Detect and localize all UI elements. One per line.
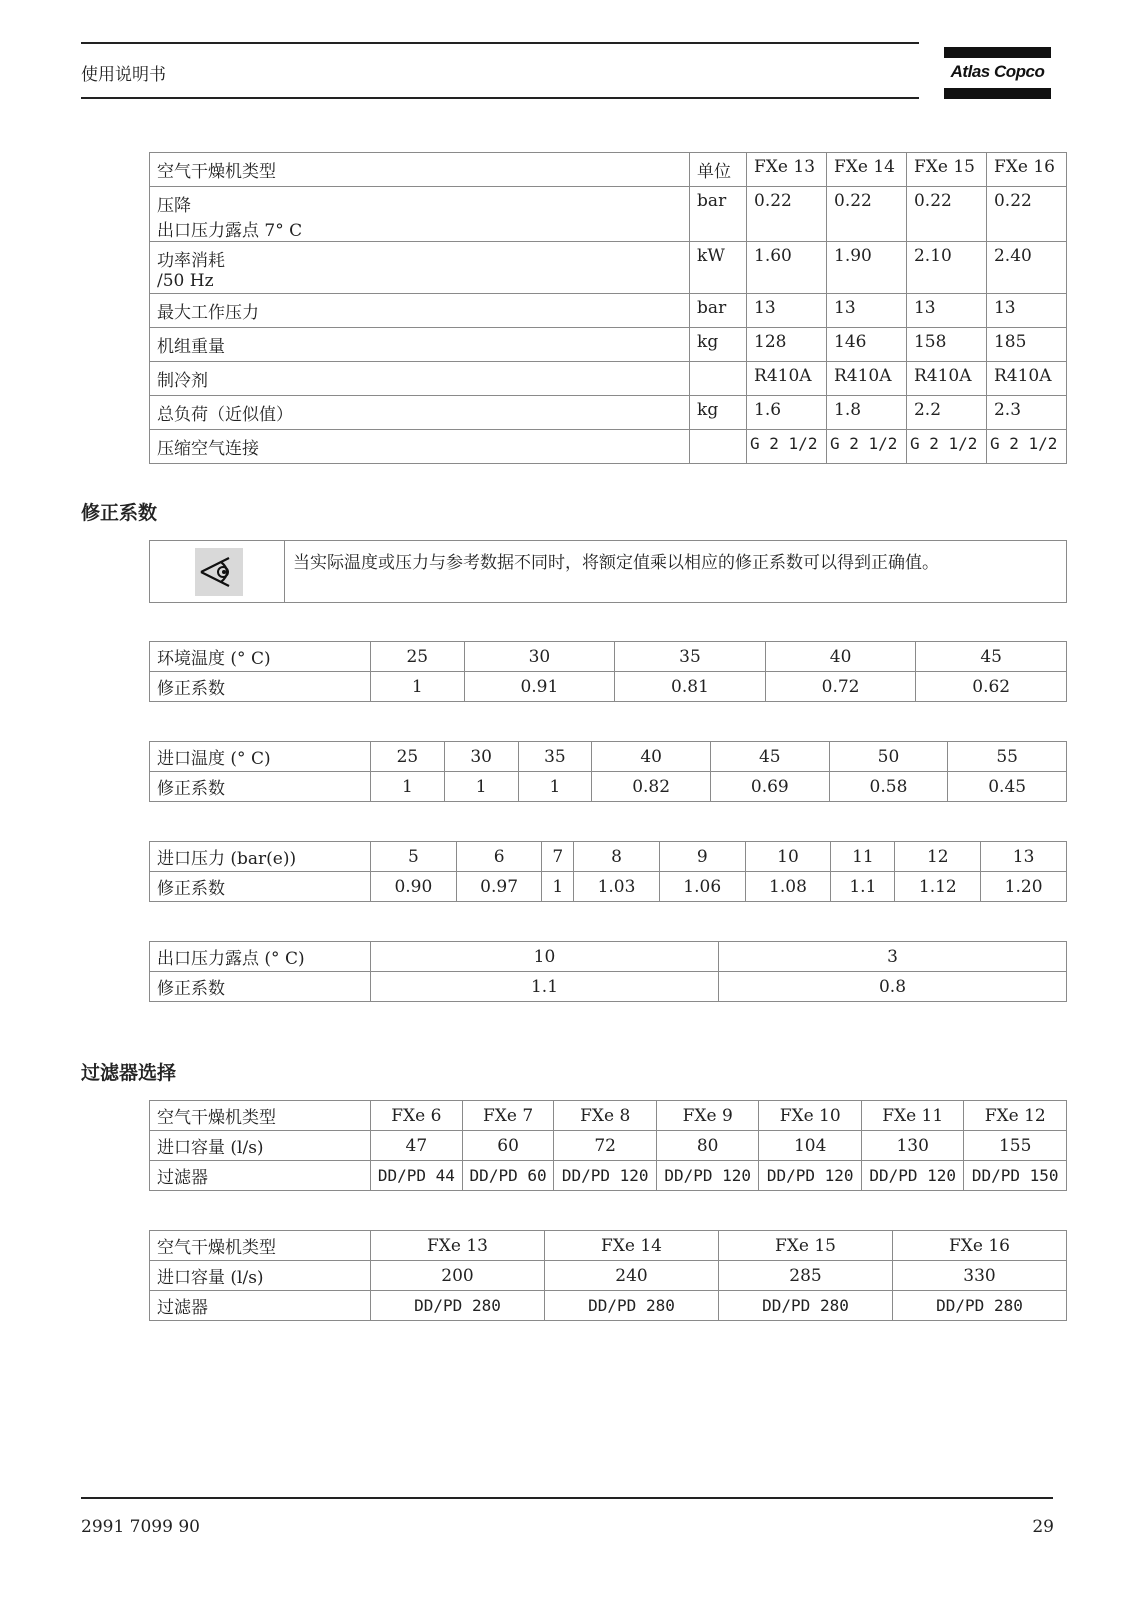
filter-capacity-value: 47 [371,1131,463,1161]
filter-capacity-value: 72 [554,1131,657,1161]
spec-header-model: FXe 14 [827,153,907,187]
filter-model-row [150,1291,1067,1321]
spec-value: R410A [827,362,907,396]
inlet-pressure-value: 8 [574,842,660,872]
spec-value: R410A [747,362,827,396]
filter-table-large [149,1230,1067,1321]
spec-unit: bar [690,294,747,328]
spec-value: R410A [986,362,1066,396]
spec-unit: kg [690,328,747,362]
inlet-pressure-value: 13 [981,842,1067,872]
inlet-pressure-value: 12 [895,842,981,872]
dew-point-value: 3 [719,942,1067,972]
inlet-temp-value: 40 [592,742,711,772]
filter-type-value: FXe 9 [656,1101,759,1131]
logo-bar-bottom [944,88,1051,99]
spec-label-line2: 出口压力露点 7° C [157,221,303,241]
spec-value: 2.2 [906,396,986,430]
filter-type-value: FXe 7 [462,1101,554,1131]
spec-unit: bar [690,187,747,242]
logo-wordmark: Atlas Copco [950,62,1045,81]
ambient-factor-label: 修正系数 [150,672,371,702]
spec-row-label: 制冷剂 [150,362,690,396]
inlet-pressure-table [149,841,1067,902]
inlet-temp-factor-row [150,772,1067,802]
spec-header-model: FXe 13 [747,153,827,187]
spec-label-line1: 功率消耗 [157,251,225,271]
spec-header-model: FXe 15 [906,153,986,187]
inlet-temp-value: 30 [444,742,518,772]
document-number: 2991 7099 90 [81,1517,200,1537]
ambient-factor-value: 0.62 [916,672,1067,702]
spec-row-weight [150,328,1067,362]
spec-value: 185 [986,328,1066,362]
filter-type-value: FXe 14 [545,1231,719,1261]
spec-value: 1.8 [827,396,907,430]
inlet-pressure-factor-label: 修正系数 [150,872,371,902]
filter-model-value: DD/PD 44 [371,1161,463,1191]
inlet-pressure-value: 10 [745,842,831,872]
filter-model-value: DD/PD 280 [719,1291,893,1321]
dew-point-label: 出口压力露点 (° C) [150,942,371,972]
ambient-temp-row [150,642,1067,672]
correction-heading: 修正系数 [81,502,158,524]
spec-row-max-pressure [150,294,1067,328]
spec-label-line1: 压降 [157,196,191,216]
filter-type-row [150,1231,1067,1261]
ambient-temp-label: 环境温度 (° C) [150,642,371,672]
filter-model-value: DD/PD 120 [656,1161,759,1191]
inlet-pressure-factor-value: 1.12 [895,872,981,902]
filter-model-label: 过滤器 [150,1291,371,1321]
filter-capacity-value: 240 [545,1261,719,1291]
filter-model-value: DD/PD 120 [554,1161,657,1191]
atlas-copco-logo [944,47,1051,99]
filter-capacity-row [150,1131,1067,1161]
inlet-temp-factor-value: 0.58 [829,772,948,802]
dew-point-row [150,942,1067,972]
filter-type-value: FXe 16 [893,1231,1067,1261]
spec-value: 128 [747,328,827,362]
header-rule-top [81,42,919,44]
ambient-temp-value: 25 [371,642,465,672]
inlet-pressure-value: 5 [371,842,457,872]
ambient-factor-value: 0.72 [765,672,916,702]
spec-value: 1.90 [827,242,907,294]
filter-capacity-value: 200 [371,1261,545,1291]
spec-row-label: 压缩空气连接 [150,430,690,464]
inlet-pressure-value: 9 [659,842,745,872]
spec-header-unit: 单位 [690,153,747,187]
header-rule-bottom [81,97,919,99]
dew-point-factor-value: 1.1 [371,972,719,1002]
document-title: 使用说明书 [81,65,166,85]
spec-value: 1.60 [747,242,827,294]
inlet-temp-value: 50 [829,742,948,772]
note-icon-cell [150,541,285,602]
spec-unit [690,430,747,464]
filter-capacity-value: 285 [719,1261,893,1291]
dew-point-table [149,941,1067,1002]
dew-point-factor-value: 0.8 [719,972,1067,1002]
ambient-temperature-table [149,641,1067,702]
filter-model-value: DD/PD 280 [893,1291,1067,1321]
filter-model-label: 过滤器 [150,1161,371,1191]
dew-point-factor-row [150,972,1067,1002]
ambient-temp-value: 35 [615,642,766,672]
inlet-temp-factor-value: 1 [518,772,592,802]
filter-model-row [150,1161,1067,1191]
spec-value: 0.22 [827,187,907,242]
spec-header-model: FXe 16 [986,153,1066,187]
filter-model-value: DD/PD 120 [861,1161,964,1191]
filter-capacity-label: 进口容量 (l/s) [150,1261,371,1291]
inlet-temp-factor-value: 0.82 [592,772,711,802]
dew-point-value: 10 [371,942,719,972]
ambient-factor-row [150,672,1067,702]
spec-unit: kg [690,396,747,430]
filter-selection-heading: 过滤器选择 [81,1062,177,1084]
inlet-pressure-factor-value: 1.08 [745,872,831,902]
filter-table-small [149,1100,1067,1191]
filter-model-value: DD/PD 120 [759,1161,862,1191]
filter-model-value: DD/PD 280 [545,1291,719,1321]
spec-unit [690,362,747,396]
inlet-temp-factor-value: 1 [371,772,445,802]
spec-row-pressure-drop [150,187,1067,242]
spec-row-label [150,242,690,294]
inlet-pressure-factor-value: 0.90 [371,872,457,902]
spec-value: 13 [986,294,1066,328]
spec-value: 158 [906,328,986,362]
eye-icon [195,548,243,596]
filter-model-value: DD/PD 150 [964,1161,1067,1191]
filter-type-value: FXe 11 [861,1101,964,1131]
spec-table [149,152,1067,464]
filter-capacity-label: 进口容量 (l/s) [150,1131,371,1161]
spec-row-label: 最大工作压力 [150,294,690,328]
inlet-pressure-factor-value: 1.1 [831,872,895,902]
spec-row-label [150,187,690,242]
filter-type-row [150,1101,1067,1131]
inlet-temp-factor-value: 1 [444,772,518,802]
filter-capacity-value: 130 [861,1131,964,1161]
spec-value: 0.22 [906,187,986,242]
spec-label-line2: /50 Hz [157,271,214,291]
inlet-temp-label: 进口温度 (° C) [150,742,371,772]
filter-type-value: FXe 10 [759,1101,862,1131]
spec-value: 13 [906,294,986,328]
inlet-temp-row [150,742,1067,772]
spec-value: 2.40 [986,242,1066,294]
spec-row-refrigerant [150,362,1067,396]
inlet-pressure-label: 进口压力 (bar(e)) [150,842,371,872]
spec-header-type: 空气干燥机类型 [150,153,690,187]
spec-value: G 2 1/2 [986,430,1066,464]
spec-value: G 2 1/2 [827,430,907,464]
inlet-temp-value: 55 [948,742,1067,772]
filter-model-value: DD/PD 280 [371,1291,545,1321]
filter-type-value: FXe 15 [719,1231,893,1261]
filter-capacity-row [150,1261,1067,1291]
inlet-pressure-value: 7 [542,842,574,872]
inlet-pressure-value: 11 [831,842,895,872]
spec-row-power [150,242,1067,294]
inlet-pressure-factor-value: 1 [542,872,574,902]
ambient-temp-value: 40 [765,642,916,672]
inlet-pressure-factor-value: 0.97 [456,872,542,902]
filter-capacity-value: 60 [462,1131,554,1161]
spec-value: 13 [747,294,827,328]
filter-type-value: FXe 6 [371,1101,463,1131]
inlet-temp-factor-label: 修正系数 [150,772,371,802]
info-note [149,540,1067,603]
spec-row-label: 总负荷（近似值） [150,396,690,430]
page-number: 29 [1032,1517,1054,1537]
inlet-pressure-value: 6 [456,842,542,872]
spec-value: 0.22 [986,187,1066,242]
logo-bar-top [944,47,1051,58]
spec-row-connection [150,430,1067,464]
spec-value: R410A [906,362,986,396]
filter-capacity-value: 104 [759,1131,862,1161]
inlet-pressure-row [150,842,1067,872]
inlet-temp-factor-value: 0.69 [710,772,829,802]
spec-value: 13 [827,294,907,328]
ambient-temp-value: 45 [916,642,1067,672]
spec-row-total-charge [150,396,1067,430]
inlet-pressure-factor-value: 1.20 [981,872,1067,902]
filter-type-label: 空气干燥机类型 [150,1231,371,1261]
inlet-pressure-factor-value: 1.03 [574,872,660,902]
spec-value: 2.3 [986,396,1066,430]
spec-value: 0.22 [747,187,827,242]
spec-row-label: 机组重量 [150,328,690,362]
spec-unit: kW [690,242,747,294]
inlet-pressure-factor-value: 1.06 [659,872,745,902]
spec-value: 2.10 [906,242,986,294]
inlet-pressure-factor-row [150,872,1067,902]
inlet-temp-factor-value: 0.45 [948,772,1067,802]
filter-capacity-value: 155 [964,1131,1067,1161]
filter-type-label: 空气干燥机类型 [150,1101,371,1131]
filter-model-value: DD/PD 60 [462,1161,554,1191]
ambient-factor-value: 1 [371,672,465,702]
filter-capacity-value: 330 [893,1261,1067,1291]
spec-header-row [150,153,1067,187]
spec-value: 1.6 [747,396,827,430]
note-text: 当实际温度或压力与参考数据不同时，将额定值乘以相应的修正系数可以得到正确值。 [293,553,939,573]
filter-type-value: FXe 12 [964,1101,1067,1131]
inlet-temp-value: 25 [371,742,445,772]
ambient-factor-value: 0.91 [464,672,615,702]
filter-type-value: FXe 13 [371,1231,545,1261]
footer-rule [81,1497,1053,1499]
ambient-temp-value: 30 [464,642,615,672]
inlet-temp-value: 35 [518,742,592,772]
dew-point-factor-label: 修正系数 [150,972,371,1002]
inlet-temp-value: 45 [710,742,829,772]
spec-value: G 2 1/2 [906,430,986,464]
filter-type-value: FXe 8 [554,1101,657,1131]
spec-value: G 2 1/2 [747,430,827,464]
ambient-factor-value: 0.81 [615,672,766,702]
spec-value: 146 [827,328,907,362]
inlet-temperature-table [149,741,1067,802]
filter-capacity-value: 80 [656,1131,759,1161]
